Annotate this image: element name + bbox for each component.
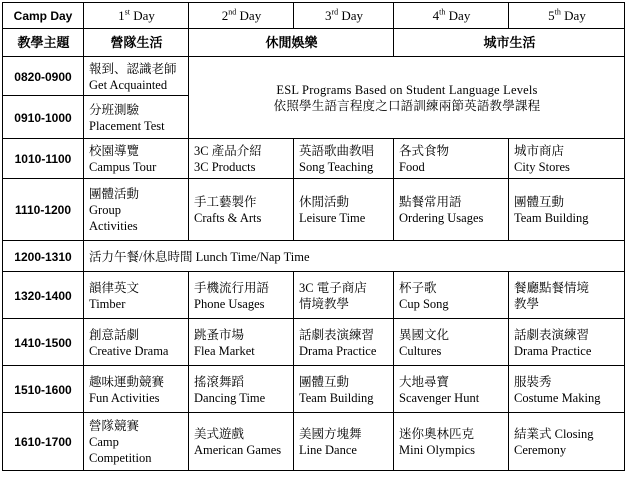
- activity-cell: [294, 366, 394, 413]
- theme-camp-life: 營隊生活: [84, 29, 189, 57]
- activity-cell: [509, 413, 625, 471]
- activity-zh: 杯子歌: [399, 280, 437, 295]
- activity-en: Leisure Time: [299, 211, 366, 225]
- activity-cell: [509, 319, 625, 366]
- activity-en: Placement Test: [89, 118, 165, 133]
- activity-zh: 團體互動: [514, 195, 565, 209]
- time-slot: 1010-1100: [3, 139, 84, 179]
- schedule-row: [3, 366, 625, 413]
- activity-zh: 英語歌曲教唱: [299, 144, 375, 158]
- time-slot: 1510-1600: [3, 366, 84, 413]
- activity-en: Cultures: [399, 343, 442, 358]
- activity-zh: 美式遊戲: [194, 427, 245, 441]
- day-1-header: 1st Day: [84, 3, 189, 29]
- activity-en: Group: [89, 203, 121, 217]
- activity-cell: [189, 272, 294, 319]
- time-slot: 1320-1400: [3, 272, 84, 319]
- camp-schedule-table: [2, 2, 625, 471]
- theme-row: [3, 29, 625, 57]
- activity-zh: 餐廳點餐情境: [514, 280, 590, 295]
- activity-cell: [394, 413, 509, 471]
- activity-en: 3C Products: [194, 160, 256, 174]
- schedule-row: [3, 179, 625, 241]
- activity-en-line2: Activities: [89, 219, 138, 233]
- activity-zh: 結業式 Closing: [514, 427, 594, 441]
- day-4-header: 4th Day: [394, 3, 509, 29]
- activity-zh: 跳蚤市場: [194, 327, 245, 342]
- activity-cell: [189, 319, 294, 366]
- activity-cell: [509, 179, 625, 241]
- activity-en: American Games: [194, 443, 282, 457]
- activity-zh: 3C 產品介紹: [194, 144, 262, 158]
- time-slot: 1110-1200: [3, 179, 84, 241]
- activity-zh: 點餐常用語: [399, 195, 462, 209]
- activity-cell: [84, 413, 189, 471]
- lunch-row: [3, 241, 625, 272]
- theme-city-life: 城市生活: [394, 29, 625, 57]
- activity-zh: 服裝秀: [514, 374, 552, 389]
- activity-cell: [84, 319, 189, 366]
- activity-zh: 趣味運動競賽: [89, 374, 165, 389]
- activity-zh: 手機流行用語: [194, 280, 270, 295]
- activity-cell: [394, 179, 509, 241]
- activity-zh: 迷你奧林匹克: [399, 427, 475, 441]
- schedule-row: [3, 272, 625, 319]
- activity-en: Team Building: [514, 211, 589, 225]
- activity-cell: [294, 272, 394, 319]
- activity-zh-line2: 教學: [514, 296, 540, 311]
- activity-zh: 城市商店: [514, 144, 565, 158]
- activity-cell: [189, 179, 294, 241]
- activity-en: Crafts & Arts: [194, 211, 262, 225]
- activity-en: Dancing Time: [194, 390, 266, 405]
- activity-zh: 美國方塊舞: [299, 427, 362, 441]
- esl-title-zh: 依照學生語言程度之口語訓練兩節英語教學課程: [273, 99, 541, 113]
- activity-zh: 話劇表演練習: [299, 327, 375, 342]
- time-slot: 1410-1500: [3, 319, 84, 366]
- esl-title-en: ESL Programs Based on Student Language Levels: [276, 83, 538, 97]
- schedule-row: [3, 57, 625, 96]
- activity-cell: [394, 139, 509, 179]
- activity-en: Song Teaching: [299, 160, 374, 174]
- activity-cell: [294, 139, 394, 179]
- activity-zh: 異國文化: [399, 327, 450, 342]
- activity-zh: 大地尋寶: [399, 374, 450, 389]
- activity-en: Drama Practice: [514, 343, 592, 358]
- activity-en: Campus Tour: [89, 160, 157, 174]
- activity-en: Camp: [89, 435, 119, 449]
- activity-zh: 創意話劇: [89, 327, 140, 342]
- time-slot: 0820-0900: [3, 57, 84, 96]
- activity-zh: 休閒活動: [299, 195, 350, 209]
- activity-en: Scavenger Hunt: [399, 390, 480, 405]
- activity-zh: 話劇表演練習: [514, 327, 590, 342]
- activity-cell: [189, 413, 294, 471]
- activity-en: Team Building: [299, 390, 374, 405]
- activity-cell: [84, 96, 189, 139]
- lunch-cell: 活力午餐/休息時間 Lunch Time/Nap Time: [84, 241, 625, 272]
- activity-en: Mini Olympics: [399, 443, 476, 457]
- activity-en: Flea Market: [194, 343, 255, 358]
- activity-zh: 分班測驗: [89, 102, 140, 117]
- activity-cell: [509, 139, 625, 179]
- activity-en: Drama Practice: [299, 343, 377, 358]
- activity-zh: 團體活動: [89, 187, 140, 201]
- activity-en: Creative Drama: [89, 343, 169, 358]
- activity-cell: [509, 366, 625, 413]
- day-3-header: 3rd Day: [294, 3, 394, 29]
- schedule-row: [3, 319, 625, 366]
- time-slot: 1610-1700: [3, 413, 84, 471]
- activity-zh-line2: 情境教學: [299, 296, 350, 311]
- activity-zh: 報到、認識老師: [89, 61, 177, 76]
- esl-program-cell: [189, 57, 625, 139]
- time-slot: 0910-1000: [3, 96, 84, 139]
- activity-zh: 營隊競賽: [89, 419, 140, 433]
- activity-cell: [394, 319, 509, 366]
- activity-en: Timber: [89, 296, 126, 311]
- activity-en: Cup Song: [399, 296, 449, 311]
- activity-en: Ordering Usages: [399, 211, 484, 225]
- schedule-row: [3, 139, 625, 179]
- activity-en: City Stores: [514, 160, 570, 174]
- activity-en: Line Dance: [299, 443, 357, 457]
- activity-cell: [294, 413, 394, 471]
- activity-cell: [84, 272, 189, 319]
- header-row: [3, 3, 625, 29]
- activity-cell: [294, 179, 394, 241]
- activity-zh: 韻律英文: [89, 280, 140, 295]
- day-5-header: 5th Day: [509, 3, 625, 29]
- day-2-header: 2nd Day: [189, 3, 294, 29]
- activity-en: Food: [399, 160, 425, 174]
- activity-cell: [189, 139, 294, 179]
- activity-cell: [294, 319, 394, 366]
- activity-zh: 校園導覽: [89, 144, 140, 158]
- activity-zh: 團體互動: [299, 374, 350, 389]
- activity-en: Costume Making: [514, 390, 601, 405]
- activity-cell: [84, 139, 189, 179]
- activity-en: Fun Activities: [89, 390, 160, 405]
- camp-day-header: Camp Day: [3, 3, 84, 29]
- activity-cell: [189, 366, 294, 413]
- activity-zh: 3C 電子商店: [299, 280, 367, 295]
- activity-en: Ceremony: [514, 443, 567, 457]
- time-slot: 1200-1310: [3, 241, 84, 272]
- activity-cell: [84, 57, 189, 96]
- activity-zh: 各式食物: [399, 144, 450, 158]
- theme-label: 教學主題: [3, 29, 84, 57]
- activity-en: Get Acquainted: [89, 77, 168, 92]
- activity-en: Phone Usages: [194, 296, 265, 311]
- schedule-row: [3, 413, 625, 471]
- theme-leisure: 休閒娛樂: [189, 29, 394, 57]
- activity-zh: 手工藝製作: [194, 195, 257, 209]
- activity-cell: [84, 179, 189, 241]
- activity-cell: [84, 366, 189, 413]
- activity-cell: [509, 272, 625, 319]
- activity-zh: 搖滾舞蹈: [194, 374, 245, 389]
- activity-en-line2: Competition: [89, 451, 152, 465]
- activity-cell: [394, 366, 509, 413]
- activity-cell: [394, 272, 509, 319]
